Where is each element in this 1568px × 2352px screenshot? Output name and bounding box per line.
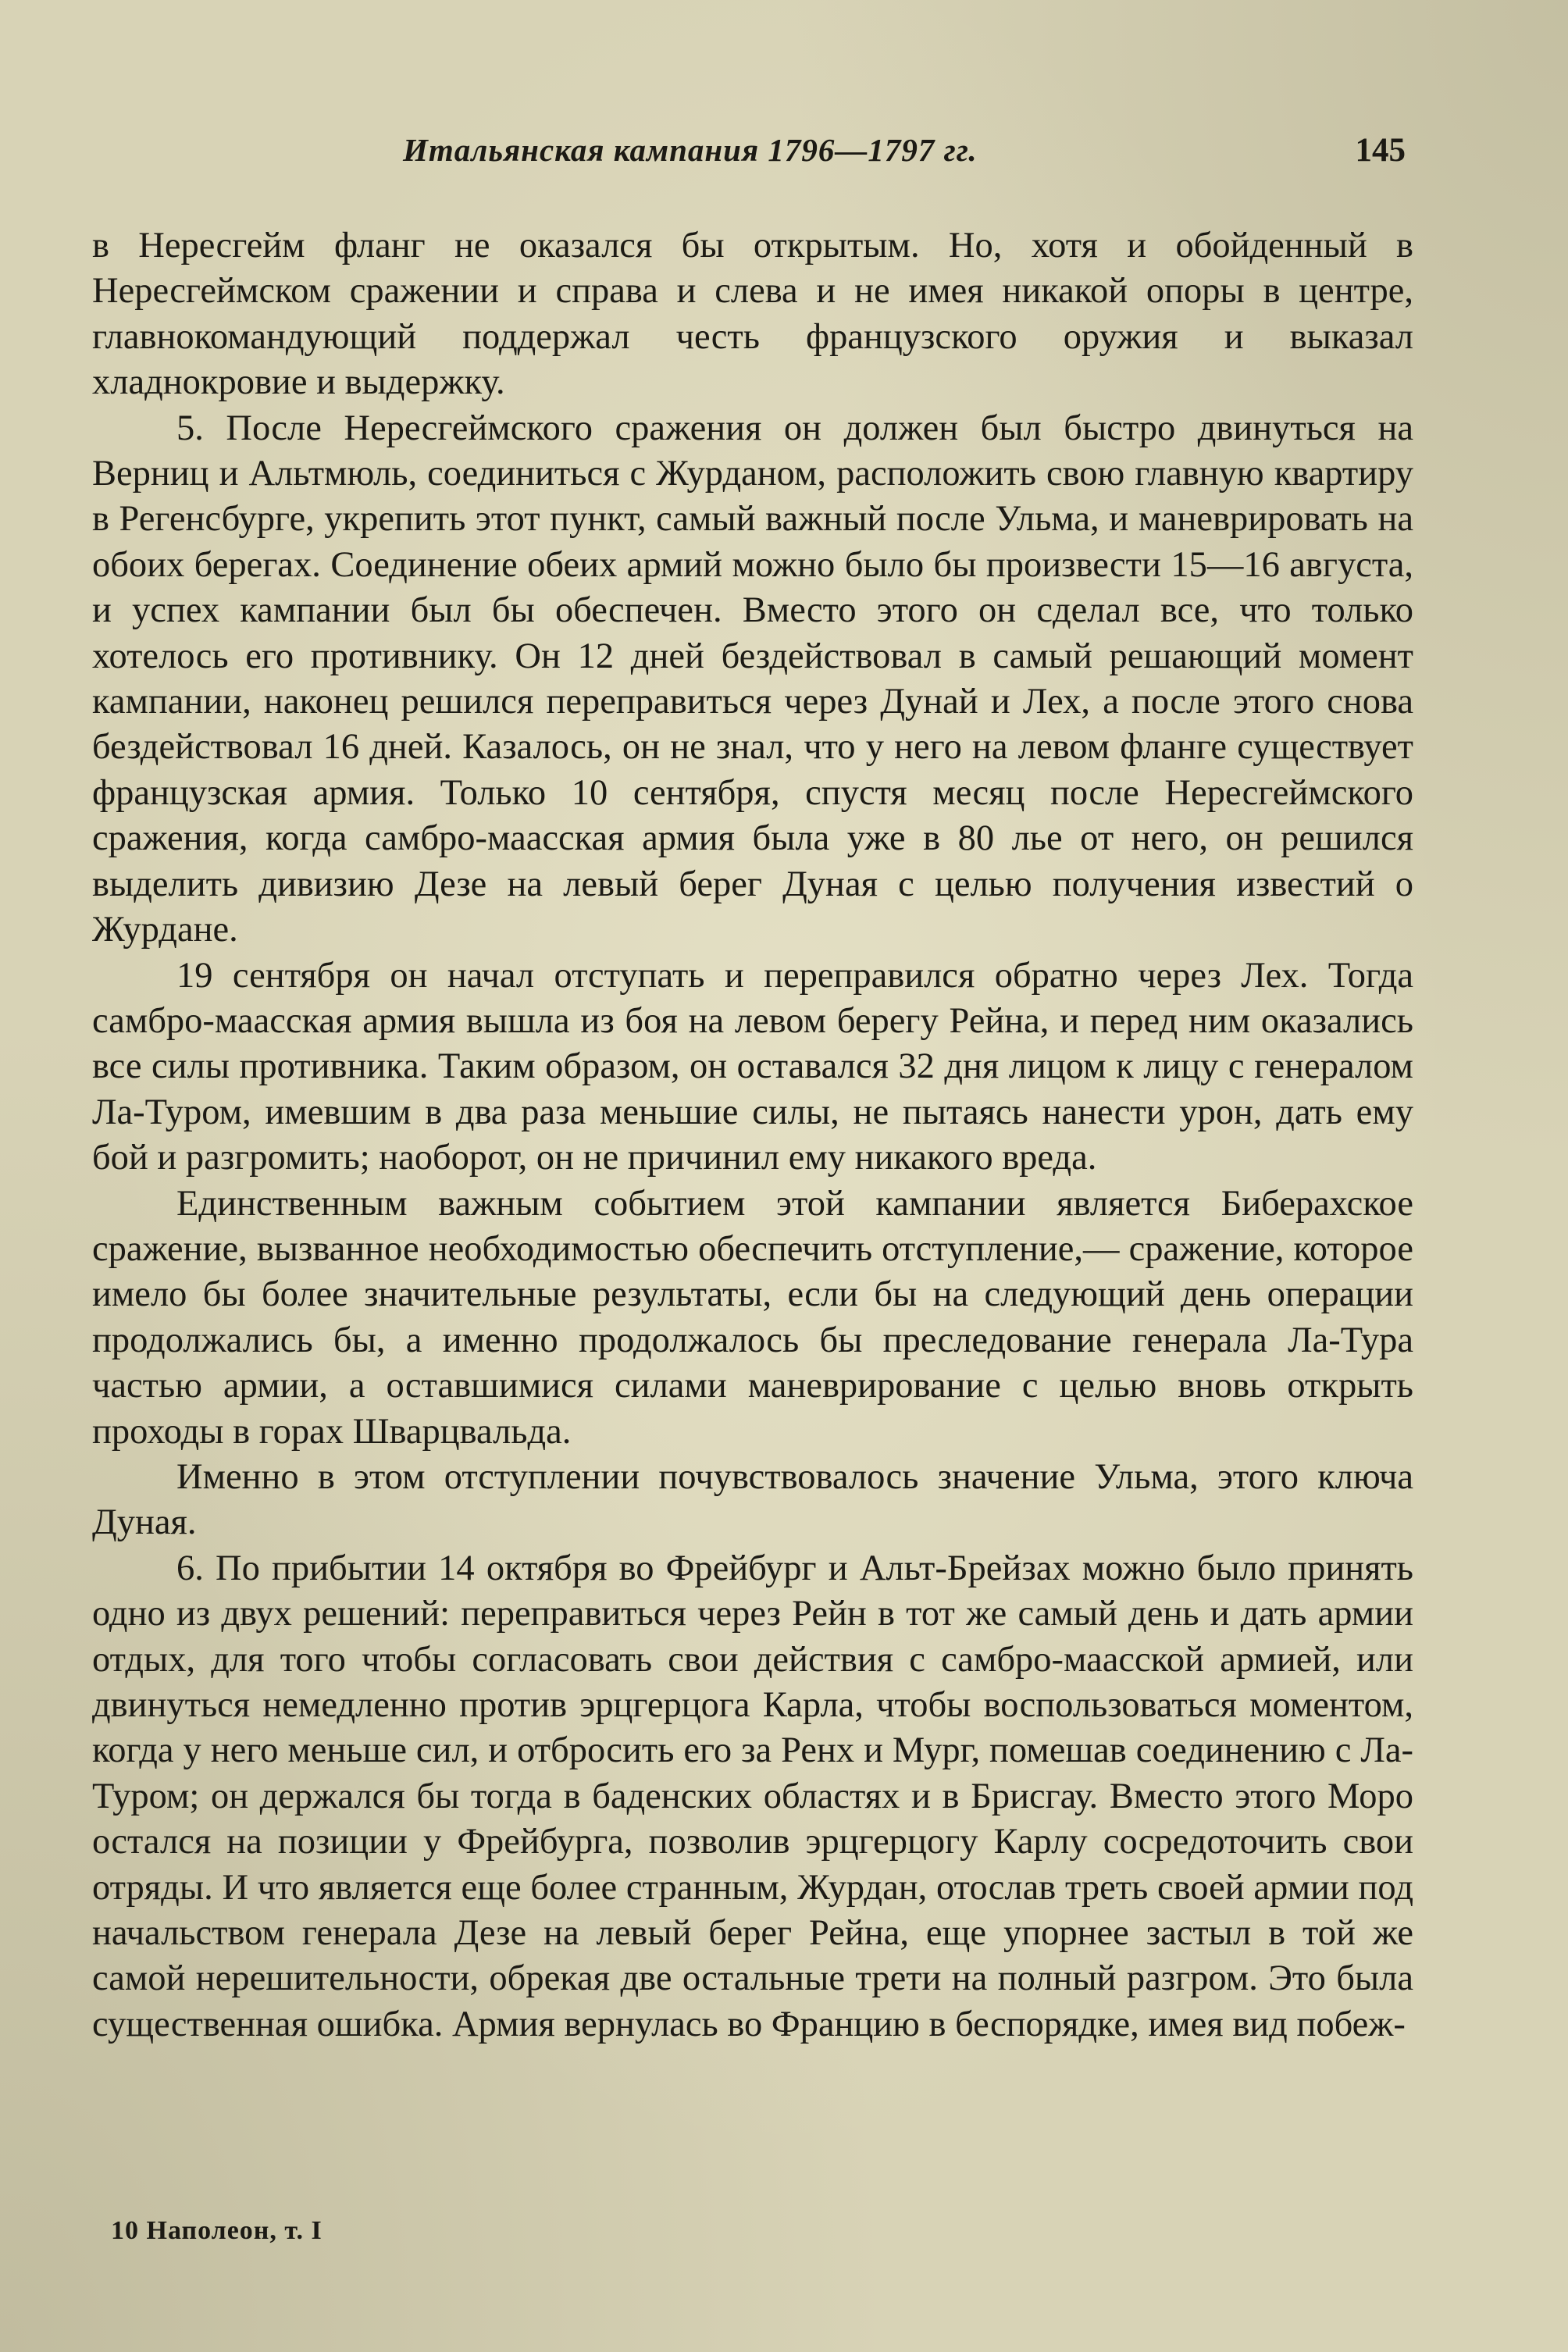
printer-signature: 10 Наполеон, т. I	[111, 2216, 323, 2245]
running-head: Итальянская кампания 1796—1797 гг.	[403, 132, 978, 168]
paragraph-sept-19: 19 сентября он начал отступать и переправился обратно через Лех. Тогда самбро-маасская армия вышла из боя на левом берегу Рейна, и перед ним оказались все силы противника. Таким образом, он оставался 32 дня лицом к лицу с генералом Ла-Туром, имевшим в два раза меньшие силы, не пытаясь нанести урон, дать ему бой и разгромить; наоборот, он не причинил ему никакого вреда.	[92, 955, 1413, 1178]
paragraph-continuation: в Нересгейм фланг не оказался бы открытым. Но, хотя и обойденный в Нересгеймском сражении и справа и слева и не имея никакой опоры в центре, главнокомандующий поддержал честь французского оружия и выказал хладнокровие и выдержку.	[92, 226, 1413, 403]
main-text	[92, 223, 1413, 2047]
paragraph-biberach: Единственным важным событием этой кампании является Биберахское сражение, вызванное необходимостью обеспечить отступление,— сражение, которое имело бы более значительные результаты, если бы на следующий день операции продолжались бы, а именно продолжалось бы преследование генерала Ла-Тура частью армии, а оставшимися силами маневрирование с целью вновь открыть проходы в горах Шварцвальда.	[92, 1183, 1413, 1452]
page-number: 145	[1355, 132, 1406, 169]
paragraph-6: 6. По прибытии 14 октября во Фрейбург и Альт-Брейзах можно было принять одно из двух решений: переправиться через Рейн в тот же самый день и дать армии отдых, для того чтобы согласовать свои действия с самбро-маасской армией, или двинуться немедленно против эрцгерцога Карла, чтобы воспользоваться моментом, когда у него меньше сил, и отбросить его за Ренх и Мург, помешав соединению с Ла-Туром; он держался бы тогда в баденских областях и в Брисгау. Вместо этого Моро остался на позиции у Фрейбурга, позволив эрцгерцогу Карлу сосредоточить свои отряды. И что является еще более странным, Журдан, отослав треть своей армии под начальством генерала Дезе на левый берег Рейна, еще упорнее застыл в той же самой нерешительности, обрекая две остальные трети на полный разгром. Это была существенная ошибка. Армия вернулась во Францию в беспорядке, имея вид побеж-	[92, 1548, 1413, 2044]
paragraph-5: 5. После Нересгеймского сражения он должен был быстро двинуться на Верниц и Альтмюль, соединиться с Журданом, расположить свою главную квартиру в Регенсбурге, укрепить этот пункт, самый важный после Ульма, и маневрировать на обоих берегах. Соединение обеих армий можно было бы произвести 15—16 августа, и успех кампании был бы обеспечен. Вместо этого он сделал все, что только хотелось его противнику. Он 12 дней бездействовал в самый решающий момент кампании, наконец решился переправиться через Дунай и Лех, а после этого снова бездействовал 16 дней. Казалось, он не знал, что у него на левом фланге существует французская армия. Только 10 сентября, спустя месяц после Нересгеймского сражения, когда самбро-маасская армия была уже в 80 лье от него, он решился выделить дивизию Дезе на левый берег Дуная с целью получения известий о Журдане.	[92, 408, 1413, 950]
page-header	[94, 131, 1406, 178]
paragraph-ulm: Именно в этом отступлении почувствовалось значение Ульма, этого ключа Дуная.	[92, 1456, 1413, 1543]
